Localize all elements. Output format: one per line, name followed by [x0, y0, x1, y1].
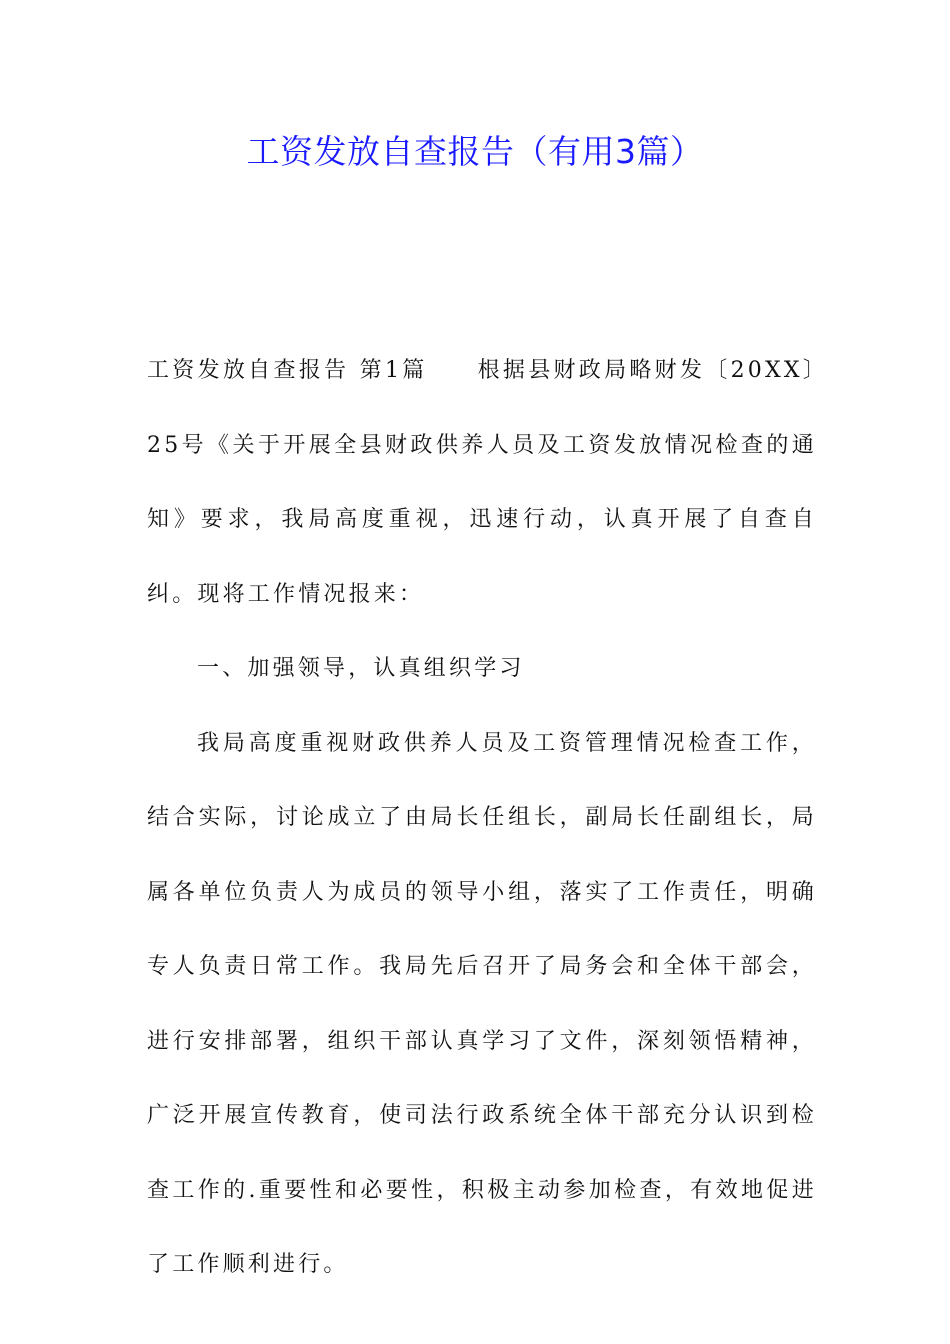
intro-text: 根据县财政局略财发〔20XX〕25号《关于开展全县财政供养人员及工资发放情况检查的通知》要求，我局高度重视，迅速行动，认真开展了自查自纠。现将工作情况报来：	[147, 358, 817, 607]
section-label: 工资发放自查报告 第1篇	[147, 358, 428, 383]
intro-paragraph	[147, 334, 817, 632]
document-body	[147, 334, 817, 1303]
document-title: 工资发放自查报告（有用3篇）	[246, 132, 704, 171]
section-heading: 一、加强领导，认真组织学习	[197, 656, 525, 681]
body-paragraph: 我局高度重视财政供养人员及工资管理情况检查工作，结合实际，讨论成立了由局长任组长，副局长任副组长，局属各单位负责人为成员的领导小组，落实了工作责任，明确专人负责日常工作。我局先后召开了局务会和全体干部会，进行安排部署，组织干部认真学习了文件，深刻领悟精神，广泛开展宣传教育，使司法行政系统全体干部充分认识到检查工作的.重要性和必要性，积极主动参加检查，有效地促进了工作顺利进行。	[147, 730, 817, 1277]
